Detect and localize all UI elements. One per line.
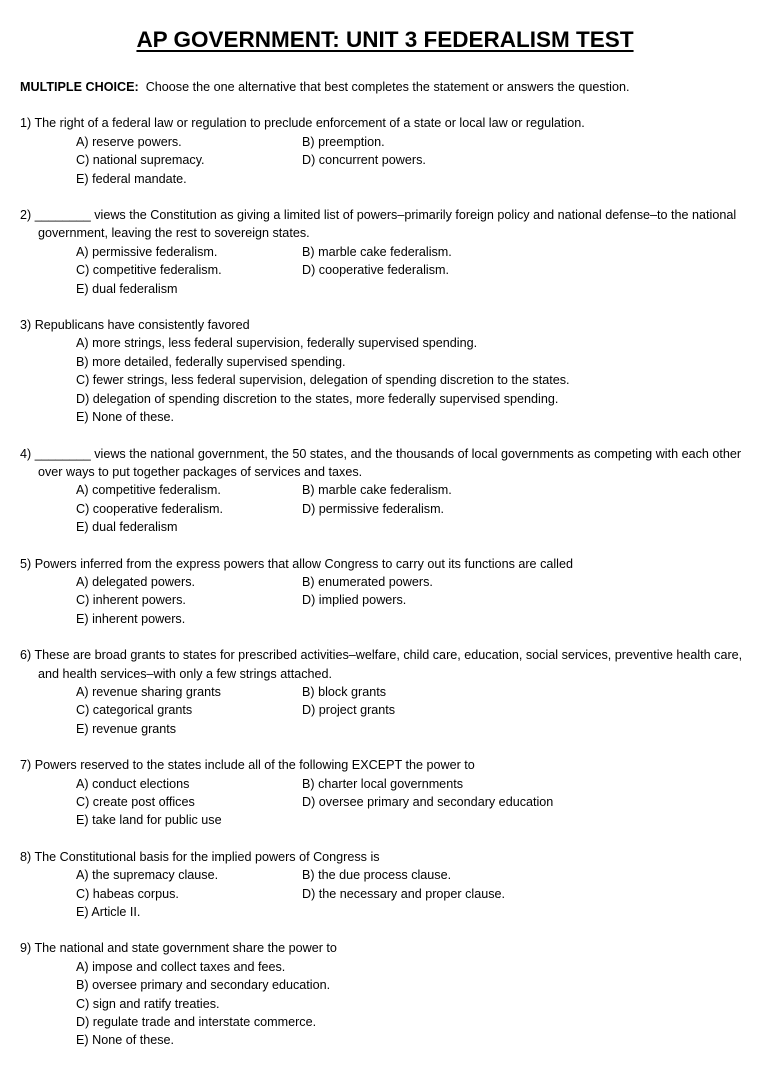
test-page: [20, 26, 750, 1068]
answer-option: D) implied powers.: [302, 593, 407, 608]
answer-option: B) block grants: [302, 684, 386, 699]
option-row: [76, 885, 750, 903]
option-row: [76, 701, 750, 719]
option-row: [76, 866, 750, 884]
answer-option: B) marble cake federalism.: [302, 244, 452, 259]
answer-option: A) more strings, less federal supervision, federally supervised spending.: [76, 336, 478, 351]
answer-options: [76, 683, 750, 738]
answer-option: D) project grants: [302, 703, 396, 718]
option-row: [76, 500, 750, 518]
answer-options: [76, 775, 750, 830]
answer-option: C) categorical grants: [76, 703, 193, 718]
question-stem: 3) Republicans have consistently favored: [20, 318, 250, 333]
answer-option: E) take land for public use: [76, 813, 222, 828]
answer-options: [76, 334, 750, 426]
answer-option: B) enumerated powers.: [302, 574, 433, 589]
question-stem: 2) ________ views the Constitution as giving a limited list of powers–primarily foreign policy and national defense–to the national government, leaving the rest to sovereign states.: [20, 208, 737, 241]
question-list: [20, 114, 750, 1049]
answer-option: D) concurrent powers.: [302, 153, 426, 168]
option-row: [76, 793, 750, 811]
answer-option: A) conduct elections: [76, 776, 190, 791]
answer-option: B) charter local governments: [302, 776, 463, 791]
answer-options: [76, 243, 750, 298]
answer-option: D) oversee primary and secondary education: [302, 795, 554, 809]
answer-option: A) permissive federalism.: [76, 244, 218, 259]
question-2: [20, 206, 750, 298]
answer-option: C) create post offices: [76, 795, 195, 809]
answer-option: D) delegation of spending discretion to the states, more federally supervised spending.: [76, 391, 559, 406]
answer-option: C) inherent powers.: [76, 593, 186, 608]
answer-options: [76, 958, 750, 1050]
option-row: [76, 903, 750, 921]
answer-options: [76, 133, 750, 188]
answer-options: [76, 573, 750, 628]
option-row: [76, 133, 750, 151]
answer-option: C) fewer strings, less federal supervision, delegation of spending discretion to the states.: [76, 373, 570, 388]
answer-option: B) marble cake federalism.: [302, 483, 452, 498]
question-stem: 8) The Constitutional basis for the implied powers of Congress is: [20, 849, 380, 864]
answer-option: C) competitive federalism.: [76, 263, 222, 278]
answer-option: B) oversee primary and secondary education.: [76, 978, 331, 993]
answer-option: A) competitive federalism.: [76, 483, 221, 498]
answer-option: C) sign and ratify treaties.: [76, 996, 220, 1011]
answer-option: E) federal mandate.: [76, 171, 187, 186]
option-row: [76, 811, 750, 829]
answer-option: A) the supremacy clause.: [76, 868, 219, 883]
question-1: [20, 114, 750, 188]
answer-option: D) cooperative federalism.: [302, 263, 449, 278]
answer-option: E) None of these.: [76, 410, 175, 425]
answer-option: E) None of these.: [76, 1033, 175, 1048]
answer-option: B) preemption.: [302, 134, 385, 149]
answer-option: D) the necessary and proper clause.: [302, 886, 506, 901]
answer-option: E) revenue grants: [76, 721, 177, 736]
answer-option: A) impose and collect taxes and fees.: [76, 959, 286, 974]
answer-options: [76, 481, 750, 536]
option-row: [76, 610, 750, 628]
question-stem: 6) These are broad grants to states for prescribed activities–welfare, child care, education, social services, preventive health care, and health services–with only a few strings attached.: [20, 648, 743, 681]
option-row: [76, 170, 750, 188]
answer-option: B) more detailed, federally supervised spending.: [76, 354, 346, 369]
question-stem: 7) Powers reserved to the states include all of the following EXCEPT the power to: [20, 758, 475, 773]
answer-option: E) dual federalism: [76, 281, 178, 296]
question-9: [20, 939, 750, 1049]
answer-option: A) reserve powers.: [76, 134, 182, 149]
instructions: [20, 78, 750, 96]
answer-option: D) regulate trade and interstate commerce.: [76, 1015, 317, 1030]
option-row: [76, 518, 750, 536]
option-row: [76, 683, 750, 701]
option-row: [76, 261, 750, 279]
answer-option: E) inherent powers.: [76, 611, 186, 626]
question-3: [20, 316, 750, 426]
question-stem: 4) ________ views the national government, the 50 states, and the thousands of local governments as competing with each other over ways to put together packages of services and taxes.: [20, 446, 742, 479]
option-row: [76, 481, 750, 499]
answer-option: E) dual federalism: [76, 520, 178, 535]
instructions-label: MULTIPLE CHOICE:: [20, 80, 139, 94]
option-row: [76, 243, 750, 261]
question-4: [20, 445, 750, 537]
answer-option: D) permissive federalism.: [302, 501, 445, 516]
option-row: [76, 280, 750, 298]
question-6: [20, 646, 750, 738]
question-stem: 1) The right of a federal law or regulation to preclude enforcement of a state or local law or regulation.: [20, 116, 585, 131]
answer-option: C) cooperative federalism.: [76, 501, 223, 516]
option-row: [76, 775, 750, 793]
question-5: [20, 555, 750, 629]
answer-option: E) Article II.: [76, 905, 141, 920]
question-stem: 5) Powers inferred from the express powers that allow Congress to carry out its functions are called: [20, 556, 573, 571]
answer-option: A) revenue sharing grants: [76, 684, 221, 699]
answer-option: B) the due process clause.: [302, 868, 452, 883]
option-row: [76, 591, 750, 609]
option-row: [76, 720, 750, 738]
answer-option: A) delegated powers.: [76, 574, 196, 589]
instructions-text: Choose the one alternative that best completes the statement or answers the question.: [138, 80, 630, 94]
answer-option: C) national supremacy.: [76, 153, 205, 168]
question-7: [20, 756, 750, 830]
page-title: AP GOVERNMENT: UNIT 3 FEDERALISM TEST: [136, 27, 634, 52]
option-row: [76, 573, 750, 591]
question-8: [20, 848, 750, 922]
answer-options: [76, 866, 750, 921]
question-stem: 9) The national and state government share the power to: [20, 941, 337, 956]
option-row: [76, 151, 750, 169]
answer-option: C) habeas corpus.: [76, 886, 179, 901]
